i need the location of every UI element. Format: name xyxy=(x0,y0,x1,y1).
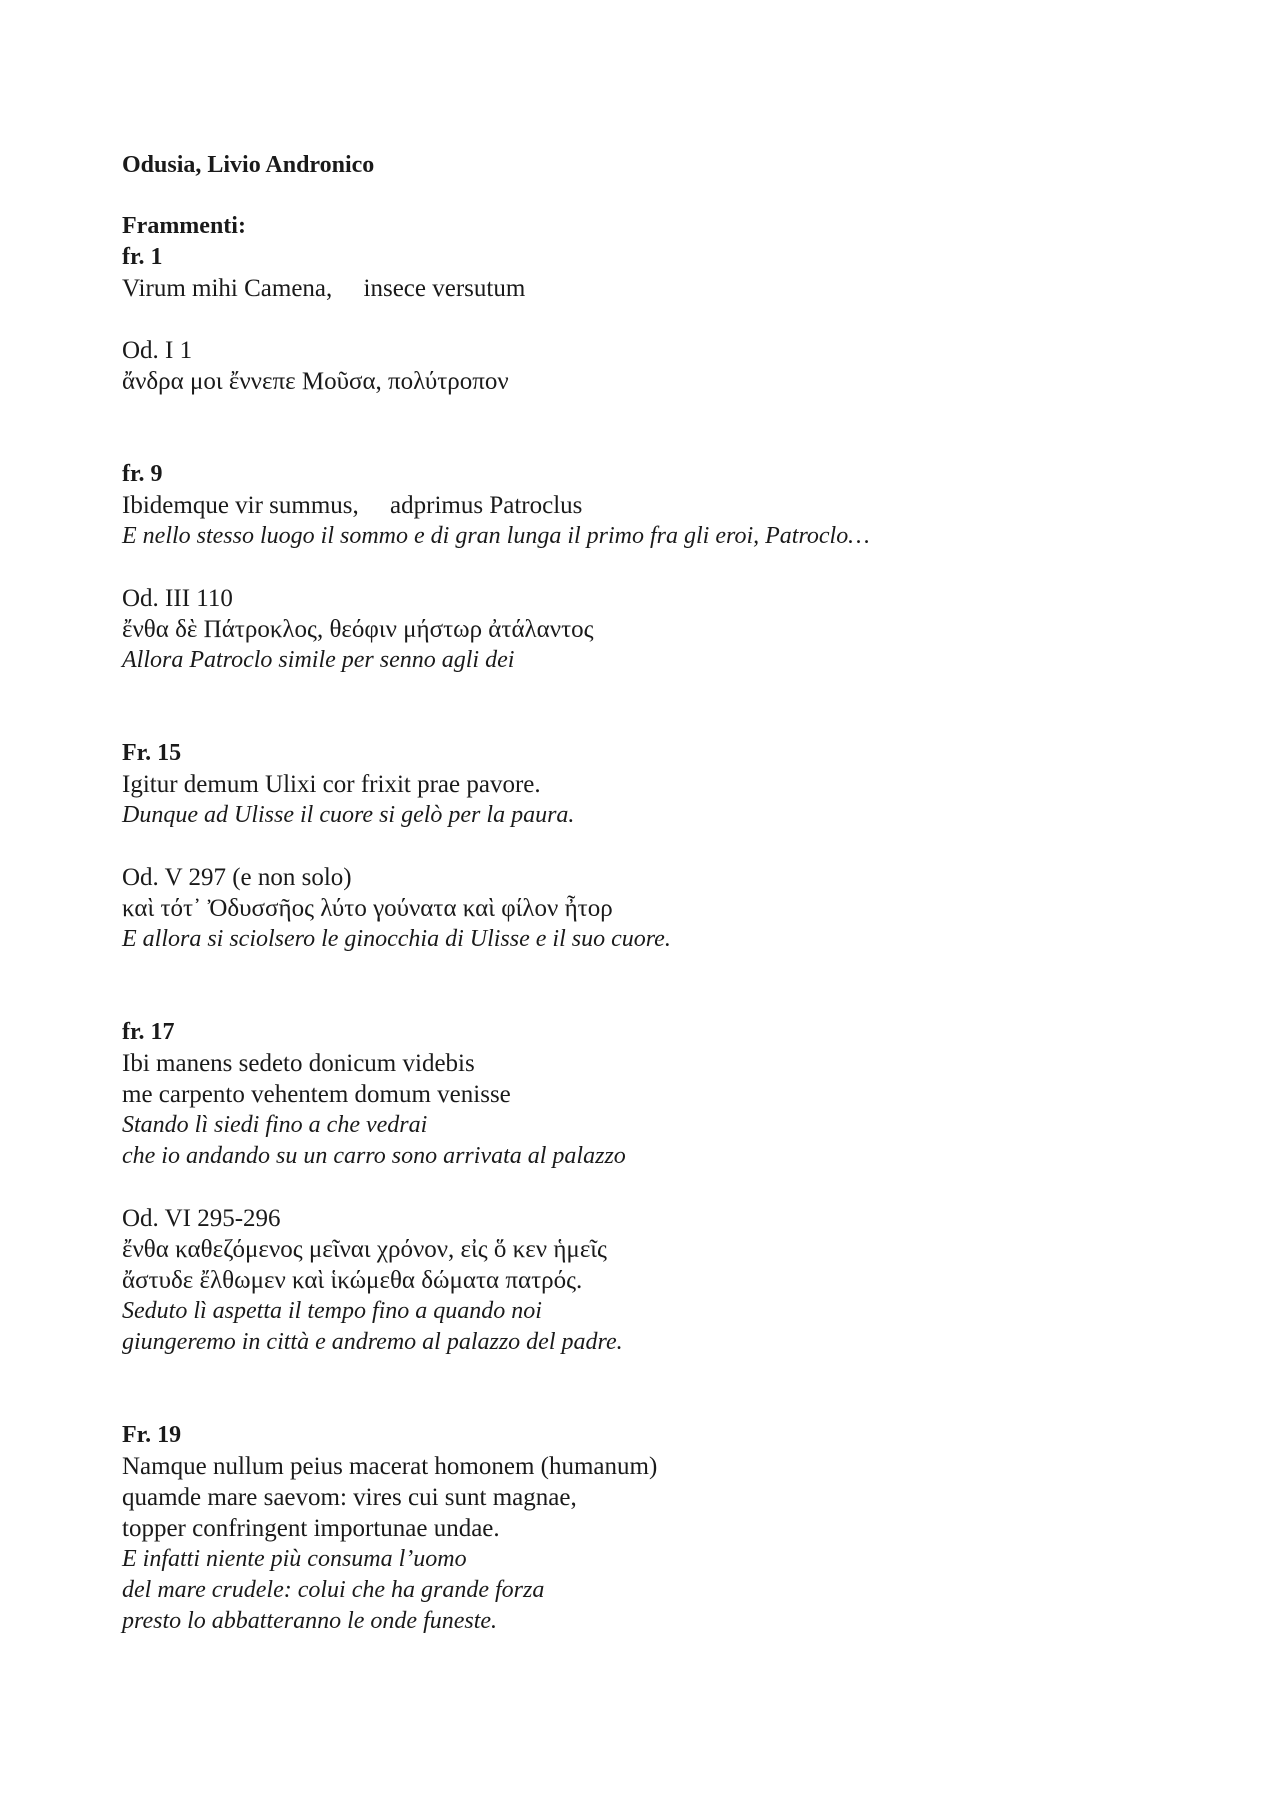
fragment-label: fr. 9 xyxy=(122,461,163,487)
spacer xyxy=(122,676,1162,738)
spacer xyxy=(122,831,1162,862)
greek-translation-line: giungeremo in città e andremo al palazzo del padre. xyxy=(122,1329,623,1355)
greek-line: καὶ τότ᾽ Ὀδυσσῆος λύτο γούνατα καὶ φίλον ἦτορ xyxy=(122,895,613,922)
document-title: Odusia, Livio Andronico xyxy=(122,152,375,178)
spacer xyxy=(122,1358,1162,1420)
document-content xyxy=(122,150,1162,1637)
spacer xyxy=(122,955,1162,1017)
greek-translation-line: Seduto lì aspetta il tempo fino a quando noi xyxy=(122,1298,542,1324)
greek-line: ἔνθα καθεζόμενος μεῖναι χρόνον, εἰς ὅ κεν ἡμεῖς xyxy=(122,1236,607,1263)
latin-line: Ibidemque vir summus, adprimus Patroclus xyxy=(122,492,583,519)
latin-line: Namque nullum peius macerat homonem (humanum) xyxy=(122,1453,658,1480)
fragment xyxy=(122,397,1162,676)
latin-translation-line: Stando lì siedi fino a che vedrai xyxy=(122,1112,428,1138)
greek-line: ἄστυδε ἔλθωμεν καὶ ἱκώμεθα δώματα πατρός. xyxy=(122,1267,583,1294)
fragment xyxy=(122,955,1162,1358)
latin-line: topper confringent importunae undae. xyxy=(122,1515,500,1542)
odyssey-reference: Od. I 1 xyxy=(122,337,193,364)
latin-line: me carpento vehentem domum venisse xyxy=(122,1081,511,1108)
spacer xyxy=(122,397,1162,459)
fragment-label: fr. 17 xyxy=(122,1019,175,1045)
greek-line: ἄνδρα μοι ἔννεπε Μοῦσα, πολύτροπον xyxy=(122,368,509,395)
spacer xyxy=(122,304,1162,335)
latin-line: Virum mihi Camena, insece versutum xyxy=(122,275,526,302)
greek-translation-line: Allora Patroclo simile per senno agli dei xyxy=(122,647,515,673)
latin-line: Ibi manens sedeto donicum videbis xyxy=(122,1050,475,1077)
spacer xyxy=(122,1172,1162,1203)
fragment xyxy=(122,676,1162,955)
latin-translation-line: Dunque ad Ulisse il cuore si gelò per la paura. xyxy=(122,802,575,828)
latin-line: quamde mare saevom: vires cui sunt magnae, xyxy=(122,1484,577,1511)
fragment-label: fr. 1 xyxy=(122,244,163,270)
fragment-list xyxy=(122,242,1162,1637)
fragment xyxy=(122,242,1162,397)
greek-translation-line: E allora si sciolsero le ginocchia di Ulisse e il suo cuore. xyxy=(122,926,671,952)
latin-translation-line: che io andando su un carro sono arrivata al palazzo xyxy=(122,1143,626,1169)
fragment xyxy=(122,1358,1162,1637)
fragment-label: Fr. 15 xyxy=(122,740,182,766)
odyssey-reference: Od. III 110 xyxy=(122,585,233,612)
latin-translation-line: presto lo abbatteranno le onde funeste. xyxy=(122,1608,498,1634)
spacer xyxy=(122,552,1162,583)
odyssey-reference: Od. VI 295-296 xyxy=(122,1205,281,1232)
latin-translation-line: del mare crudele: colui che ha grande forza xyxy=(122,1577,545,1603)
fragment-label: Fr. 19 xyxy=(122,1422,182,1448)
section-heading: Frammenti: xyxy=(122,213,246,239)
latin-translation-line: E nello stesso luogo il sommo e di gran lunga il primo fra gli eroi, Patroclo… xyxy=(122,523,870,549)
latin-line: Igitur demum Ulixi cor frixit prae pavore. xyxy=(122,771,541,798)
greek-line: ἔνθα δὲ Πάτροκλος, θεόφιν μήστωρ ἀτάλαντος xyxy=(122,616,594,643)
latin-translation-line: E infatti niente più consuma l’uomo xyxy=(122,1546,467,1572)
odyssey-reference: Od. V 297 (e non solo) xyxy=(122,864,352,891)
